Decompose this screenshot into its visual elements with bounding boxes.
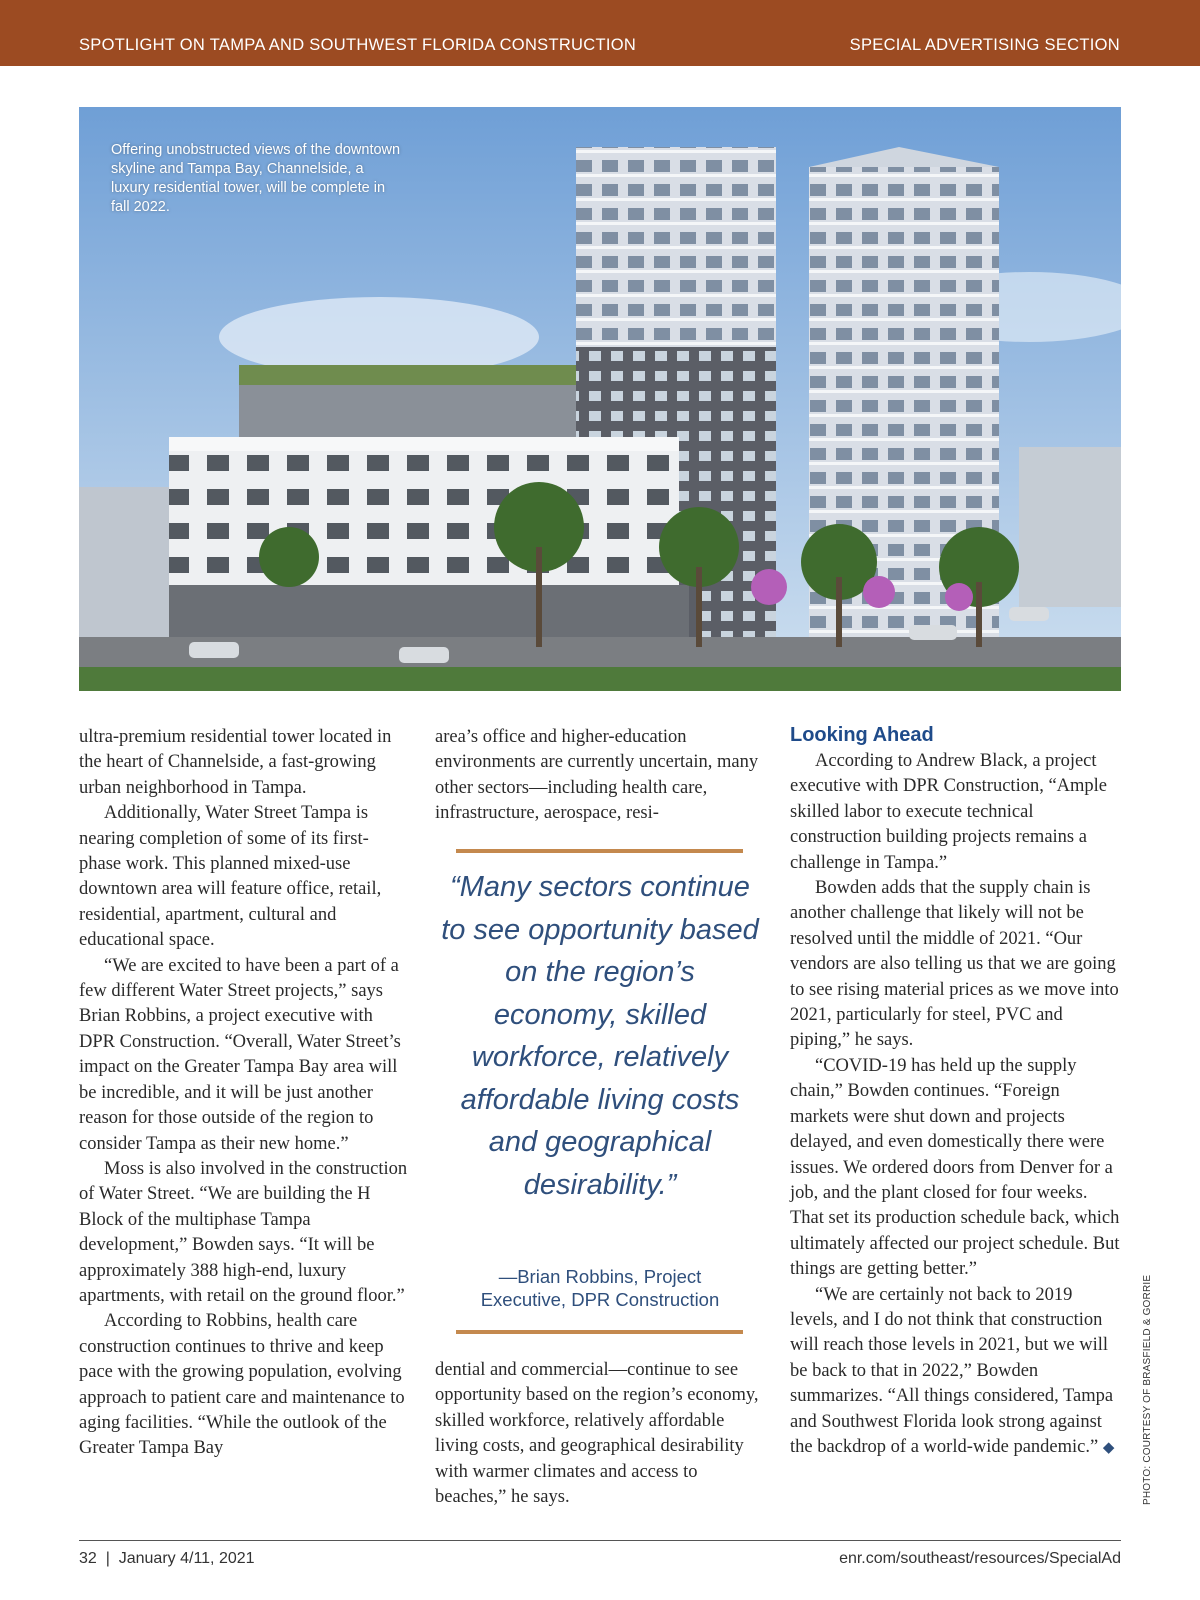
paragraph: area’s office and higher-education environments are currently uncertain, many other sectors—including health care, infrastructure, aerospace, resi- (435, 727, 759, 824)
paragraph: dential and commercial—continue to see opportunity based on the region’s economy, skilled workforce, relatively affordable living costs, and geographical desirability with warmer climates and access to beaches,” he says. (435, 1360, 759, 1508)
pull-quote: “Many sectors continue to see opportunity based on the region’s economy, skilled workforce, relatively affordable living costs and geographical desirability.” (441, 871, 759, 1201)
paragraph: “We are excited to have been a part of a few different Water Street projects,” says Brian Robbins, a project executive with DPR Construction. “Overall, Water Street’s impact on the Greater Tampa Bay area will be incredible, and it will be just another reason for those outside of the region to consider Tampa as their new home.” (79, 955, 401, 1154)
section-banner (0, 0, 1200, 66)
article-column-2-bottom (435, 1358, 770, 1510)
paragraph: Moss is also involved in the construction of Water Street. “We are building the H Block of the multiphase Tampa development,” Bowden says. “It will be approximately 388 high-end, luxury apartments, with retail on the ground floor.” (79, 1158, 408, 1306)
section-heading: Looking Ahead (790, 724, 934, 746)
pull-quote-top-rule (456, 849, 743, 853)
paragraph: Additionally, Water Street Tampa is nearing completion of some of its first-phase work. This planned mixed-use downtown area will feature office, retail, residential, apartment, cultural and educational space. (79, 803, 382, 951)
paragraph: ultra-premium residential tower located in the heart of Channelside, a fast-growing urban neighborhood in Tampa. (79, 727, 392, 798)
photo-caption: Offering unobstructed views of the downtown skyline and Tampa Bay, Channelside, a luxury residential tower, will be complete in fall 2022. (111, 142, 401, 215)
pull-quote-attribution (440, 1265, 760, 1311)
article-column-1 (79, 725, 409, 1462)
paragraph-text: “We are certainly not back to 2019 levels, and I do not think that construction will reach those levels in 2021, but we will be back to that in 2022,” Bowden summarizes. “All things considered, Tampa and Southwest Florida look strong against the backdrop of a world-wide pandemic.” (790, 1284, 1114, 1457)
page-info: 32 | January 4/11, 2021 (79, 1550, 255, 1567)
paragraph (790, 1283, 1120, 1462)
attribution-line: Executive, DPR Construction (480, 1289, 720, 1310)
footer-divider (79, 1540, 1121, 1541)
section-title: SPOTLIGHT ON TAMPA AND SOUTHWEST FLORIDA CONSTRUCTION (79, 36, 637, 54)
advertising-label: SPECIAL ADVERTISING SECTION (849, 36, 1120, 54)
photo-credit: PHOTO: COURTESY OF BRASFIELD & GORRIE (1142, 1274, 1153, 1505)
building-rendering-photo (79, 107, 1121, 691)
article-column-3 (790, 722, 1120, 1461)
paragraph: According to Andrew Black, a project executive with DPR Construction, “Ample skilled labor to execute technical construction building projects remains a challenge in Tampa.” (790, 751, 1108, 873)
attribution-line: —Brian Robbins, Project (498, 1266, 702, 1287)
paragraph: According to Robbins, health care construction continues to thrive and keep pace with the growing population, evolving approach to patient care and maintenance to aging facilities. “While the outlook of the Greater Tampa Bay (79, 1311, 405, 1459)
pull-quote-bottom-rule (456, 1330, 743, 1334)
end-mark-icon: ◆ (1102, 1439, 1115, 1456)
footer-url[interactable]: enr.com/southeast/resources/SpecialAd (839, 1550, 1121, 1567)
article-column-2-top (435, 725, 765, 827)
paragraph: Bowden adds that the supply chain is another challenge that likely will not be resolved until the middle of 2021. “Our vendors are also telling us that we are going to see rising material prices as we move into 2021, particularly for steel, PVC and piping,” he says. (790, 878, 1119, 1051)
paragraph: “COVID-19 has held up the supply chain,” Bowden continues. “Foreign markets were shut down and projects delayed, and even domestically there were issues. We ordered doors from Denver for a job, and the plant closed for four weeks. That set its production schedule back, which ultimately affected our project schedule. But things are getting better.” (790, 1055, 1120, 1280)
